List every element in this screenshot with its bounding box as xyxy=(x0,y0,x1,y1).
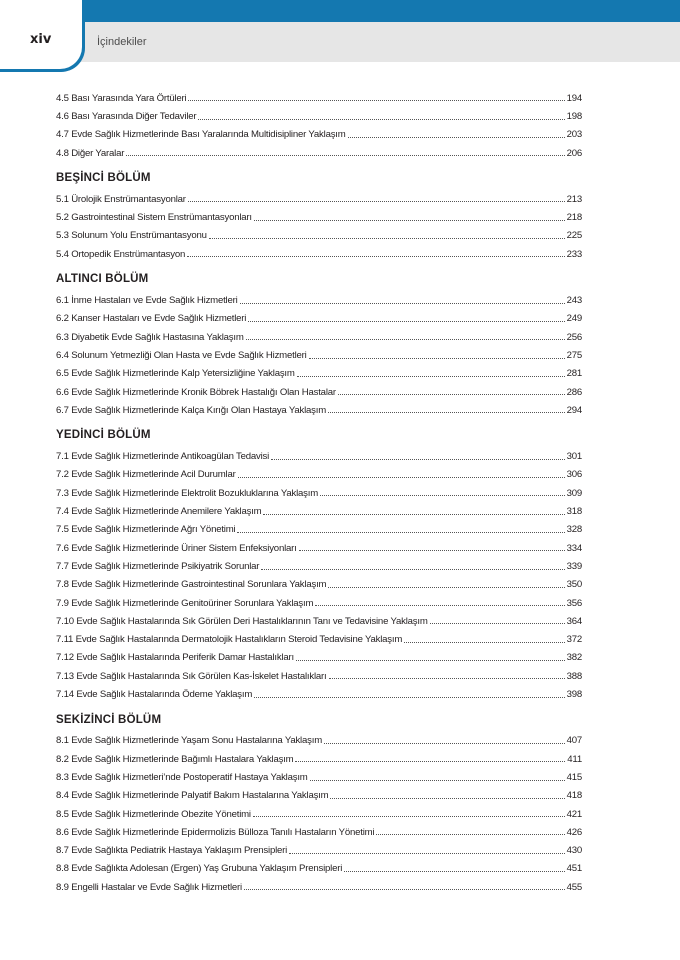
toc-entry[interactable] xyxy=(56,801,582,819)
dot-leader xyxy=(126,155,564,156)
toc-entry-title: 7.3 Evde Sağlık Hizmetlerinde Elektrolit Bozukluklarına Yaklaşım xyxy=(56,487,318,499)
toc-entry[interactable] xyxy=(56,498,582,516)
chapter-heading: ALTINCI BÖLÜM xyxy=(56,273,149,286)
toc-entry-page: 415 xyxy=(566,771,582,783)
toc-entry-page: 364 xyxy=(566,615,582,627)
dot-leader xyxy=(338,394,565,395)
toc-entry[interactable] xyxy=(56,361,582,379)
toc-entry[interactable] xyxy=(56,324,582,342)
toc-entry-title: 6.7 Evde Sağlık Hizmetlerinde Kalça Kırığı Olan Hastaya Yaklaşım xyxy=(56,404,326,416)
dot-leader xyxy=(404,642,564,643)
toc-entry-page: 398 xyxy=(566,689,582,701)
toc-entry-title: 8.2 Evde Sağlık Hizmetlerinde Bağımlı Hastalara Yaklaşım xyxy=(56,753,294,765)
toc-entry-page: 309 xyxy=(566,487,582,499)
chapter-heading: SEKİZİNCİ BÖLÜM xyxy=(56,713,162,726)
toc-entry-title: 4.5 Bası Yarasında Yara Örtüleri xyxy=(56,92,187,104)
toc-entry-page: 388 xyxy=(566,670,582,682)
toc-entry-title: 7.5 Evde Sağlık Hizmetlerinde Ağrı Yönetimi xyxy=(56,524,236,536)
toc-entry[interactable] xyxy=(56,140,582,158)
toc-entry[interactable] xyxy=(56,204,582,222)
dot-leader xyxy=(261,569,564,570)
dot-leader xyxy=(299,550,565,551)
toc-entry[interactable] xyxy=(56,681,582,699)
toc-entry-title: 7.12 Evde Sağlık Hastalarında Periferik Damar Hastalıkları xyxy=(56,652,294,664)
toc-entry-title: 5.3 Solunum Yolu Enstrümantasyonu xyxy=(56,230,207,242)
toc-entry-title: 5.1 Ürolojik Enstrümantasyonlar xyxy=(56,193,186,205)
toc-entry[interactable] xyxy=(56,462,582,480)
dot-leader xyxy=(376,834,564,835)
toc-entry[interactable] xyxy=(56,837,582,855)
toc-entry-page: 411 xyxy=(567,753,582,765)
dot-leader xyxy=(198,119,564,120)
toc-entry-title: 6.3 Diyabetik Evde Sağlık Hastasına Yaklaşım xyxy=(56,331,244,343)
toc-entry[interactable] xyxy=(56,535,582,553)
toc-entry[interactable] xyxy=(56,342,582,360)
toc-entry-title: 8.5 Evde Sağlık Hizmetlerinde Obezite Yönetimi xyxy=(56,808,251,820)
dot-leader xyxy=(348,137,565,138)
toc-entry-title: 4.6 Bası Yarasında Diğer Tedaviler xyxy=(56,111,197,122)
toc-entry-page: 328 xyxy=(566,524,582,536)
toc-entry-page: 203 xyxy=(566,129,582,141)
toc-entry-title: 8.6 Evde Sağlık Hizmetlerinde Epidermolizis Bülloza Tanılı Hastaların Yönetimi xyxy=(56,826,375,838)
toc-entry-title: 7.8 Evde Sağlık Hizmetlerinde Gastrointestinal Sorunlara Yaklaşım xyxy=(56,579,327,591)
dot-leader xyxy=(248,321,564,322)
dot-leader xyxy=(310,780,565,781)
toc-entry-title: 6.4 Solunum Yetmezliği Olan Hasta ve Evde Sağlık Hizmetleri xyxy=(56,349,307,361)
dot-leader xyxy=(271,459,565,460)
toc-entry-title: 8.4 Evde Sağlık Hizmetlerinde Palyatif Bakım Hastalarına Yaklaşım xyxy=(56,790,329,802)
toc-entry-title: 5.4 Ortopedik Enstrümantasyon xyxy=(56,248,186,260)
dot-leader xyxy=(297,376,565,377)
dot-leader xyxy=(329,678,565,679)
dot-leader xyxy=(309,358,565,359)
toc-entry-page: 294 xyxy=(566,404,582,416)
dot-leader xyxy=(330,798,564,799)
toc-entry-title: 7.2 Evde Sağlık Hizmetlerinde Acil Durumlar xyxy=(56,469,236,481)
toc-entry-page: 350 xyxy=(566,579,582,591)
toc-entry[interactable] xyxy=(56,819,582,837)
toc-entry[interactable] xyxy=(56,746,582,764)
toc-entry[interactable] xyxy=(56,517,582,535)
toc-entry[interactable] xyxy=(56,397,582,415)
toc-entry-page: 451 xyxy=(566,863,582,875)
dot-leader xyxy=(324,743,565,744)
dot-leader xyxy=(237,532,564,533)
dot-leader xyxy=(430,623,565,624)
toc-entry-page: 430 xyxy=(566,845,582,857)
toc-entry-page: 275 xyxy=(566,349,582,361)
toc-entry-page: 256 xyxy=(566,331,582,343)
dot-leader xyxy=(320,495,565,496)
toc-entry-title: 7.11 Evde Sağlık Hastalarında Dermatolojik Hastalıkların Steroid Tedavisine Yaklaşım xyxy=(56,634,403,646)
toc-entry[interactable] xyxy=(56,287,582,305)
toc-entry-title: 7.1 Evde Sağlık Hizmetlerinde Antikoagülan Tedavisi xyxy=(56,451,270,463)
dot-leader xyxy=(344,871,564,872)
toc-entry[interactable] xyxy=(56,590,582,608)
dot-leader xyxy=(238,477,565,478)
toc-entry[interactable] xyxy=(56,645,582,663)
toc-entry-title: 5.2 Gastrointestinal Sistem Enstrümantasyonları xyxy=(56,212,252,224)
toc-entry-page: 194 xyxy=(566,92,582,104)
toc-entry-page: 213 xyxy=(566,193,582,205)
chapter-heading: YEDİNCİ BÖLÜM xyxy=(56,429,151,442)
toc-entry[interactable] xyxy=(56,306,582,324)
dot-leader xyxy=(296,660,565,661)
toc-entry-title: 6.1 İnme Hastaları ve Evde Sağlık Hizmetleri xyxy=(56,295,238,307)
toc-entry[interactable] xyxy=(56,241,582,259)
toc-entry[interactable] xyxy=(56,223,582,241)
dot-leader xyxy=(246,339,565,340)
toc-entry-page: 286 xyxy=(566,386,582,398)
toc-entry[interactable] xyxy=(56,783,582,801)
toc-entry-page: 356 xyxy=(566,597,582,609)
dot-leader xyxy=(188,201,565,202)
dot-leader xyxy=(253,816,565,817)
toc-entry-page: 301 xyxy=(566,451,582,463)
toc-entry-page: 426 xyxy=(566,826,582,838)
toc-entry[interactable] xyxy=(56,572,582,590)
toc-entry-page: 382 xyxy=(566,652,582,664)
toc-entry-title: 8.1 Evde Sağlık Hizmetlerinde Yaşam Sonu Hastalarına Yaklaşım xyxy=(56,735,322,747)
toc-entry[interactable] xyxy=(56,608,582,626)
dot-leader xyxy=(209,238,565,239)
toc-entry[interactable] xyxy=(56,186,582,204)
toc-entry[interactable] xyxy=(56,663,582,681)
toc-entry[interactable] xyxy=(56,443,582,461)
toc-entry-page: 421 xyxy=(566,808,582,820)
toc-entry-page: 418 xyxy=(566,790,582,802)
toc-entry-page: 339 xyxy=(566,560,582,572)
toc-entry[interactable] xyxy=(56,553,582,571)
dot-leader xyxy=(187,256,564,257)
dot-leader xyxy=(328,412,565,413)
toc-entry-title: 7.10 Evde Sağlık Hastalarında Sık Görülen Deri Hastalıklarının Tanı ve Tedavisine Yaklaşım xyxy=(56,615,428,627)
toc-entry[interactable] xyxy=(56,379,582,397)
running-header-title: İçindekiler xyxy=(97,36,147,48)
toc-entry-title: 7.6 Evde Sağlık Hizmetlerinde Üriner Sistem Enfeksiyonları xyxy=(56,542,297,554)
dot-leader xyxy=(254,220,565,221)
dot-leader xyxy=(315,605,564,606)
toc-entry-page: 318 xyxy=(566,506,582,518)
toc-entry-title: 7.13 Evde Sağlık Hastalarında Sık Görülen Kas-İskelet Hastalıkları xyxy=(56,670,327,682)
toc-entry-page: 372 xyxy=(566,634,582,646)
toc-entry[interactable] xyxy=(56,480,582,498)
dot-leader xyxy=(240,303,565,304)
toc-entry-page: 198 xyxy=(566,111,582,122)
toc-entry[interactable] xyxy=(56,856,582,874)
toc-entry-title: 8.7 Evde Sağlıkta Pediatrik Hastaya Yaklaşım Prensipleri xyxy=(56,845,288,857)
toc-entry-title: 7.9 Evde Sağlık Hizmetlerinde Genitoüriner Sorunlara Yaklaşım xyxy=(56,597,314,609)
chapter-heading: BEŞİNCİ BÖLÜM xyxy=(56,172,151,185)
table-of-contents xyxy=(56,85,582,892)
toc-entry-title: 6.5 Evde Sağlık Hizmetlerinde Kalp Yetersizliğine Yaklaşım xyxy=(56,368,295,380)
toc-entry[interactable] xyxy=(56,626,582,644)
toc-entry-page: 218 xyxy=(566,212,582,224)
toc-entry-page: 249 xyxy=(566,313,582,325)
toc-entry-page: 455 xyxy=(566,881,582,893)
toc-entry[interactable] xyxy=(56,122,582,140)
toc-entry-page: 407 xyxy=(566,735,582,747)
toc-entry-page: 334 xyxy=(566,542,582,554)
toc-entry-title: 8.8 Evde Sağlıkta Adolesan (Ergen) Yaş Grubuna Yaklaşım Prensipleri xyxy=(56,863,343,875)
dot-leader xyxy=(263,514,564,515)
toc-entry-page: 281 xyxy=(566,368,582,380)
toc-entry-title: 7.4 Evde Sağlık Hizmetlerinde Anemilere Yaklaşım xyxy=(56,506,262,518)
toc-entry-page: 233 xyxy=(566,248,582,260)
page-number: xiv xyxy=(30,32,52,47)
toc-entry[interactable] xyxy=(56,103,582,121)
toc-entry[interactable] xyxy=(56,764,582,782)
toc-entry-title: 6.6 Evde Sağlık Hizmetlerinde Kronik Böbrek Hastalığı Olan Hastalar xyxy=(56,386,336,398)
toc-entry[interactable] xyxy=(56,728,582,746)
toc-entry-title: 4.7 Evde Sağlık Hizmetlerinde Bası Yaralarında Multidisipliner Yaklaşım xyxy=(56,129,346,141)
dot-leader xyxy=(244,889,565,890)
toc-entry[interactable] xyxy=(56,85,582,103)
dot-leader xyxy=(254,697,564,698)
toc-entry-page: 243 xyxy=(566,295,582,307)
toc-entry-title: 7.14 Evde Sağlık Hastalarında Ödeme Yaklaşım xyxy=(56,689,253,701)
toc-entry-title: 7.7 Evde Sağlık Hizmetlerinde Psikiyatrik Sorunlar xyxy=(56,560,260,572)
toc-entry[interactable] xyxy=(56,874,582,892)
dot-leader xyxy=(328,587,564,588)
dot-leader xyxy=(295,761,565,762)
header-top-bar xyxy=(0,0,680,22)
dot-leader xyxy=(188,100,564,101)
toc-entry-page: 225 xyxy=(566,230,582,242)
toc-entry-title: 4.8 Diğer Yaralar xyxy=(56,147,125,159)
toc-entry-page: 306 xyxy=(566,469,582,481)
toc-entry-title: 8.9 Engelli Hastalar ve Evde Sağlık Hizmetleri xyxy=(56,881,242,893)
toc-entry-page: 206 xyxy=(566,147,582,159)
dot-leader xyxy=(289,853,565,854)
toc-entry-title: 8.3 Evde Sağlık Hizmetleri’nde Postoperatif Hastaya Yaklaşım xyxy=(56,771,308,783)
toc-entry-title: 6.2 Kanser Hastaları ve Evde Sağlık Hizmetleri xyxy=(56,313,247,325)
